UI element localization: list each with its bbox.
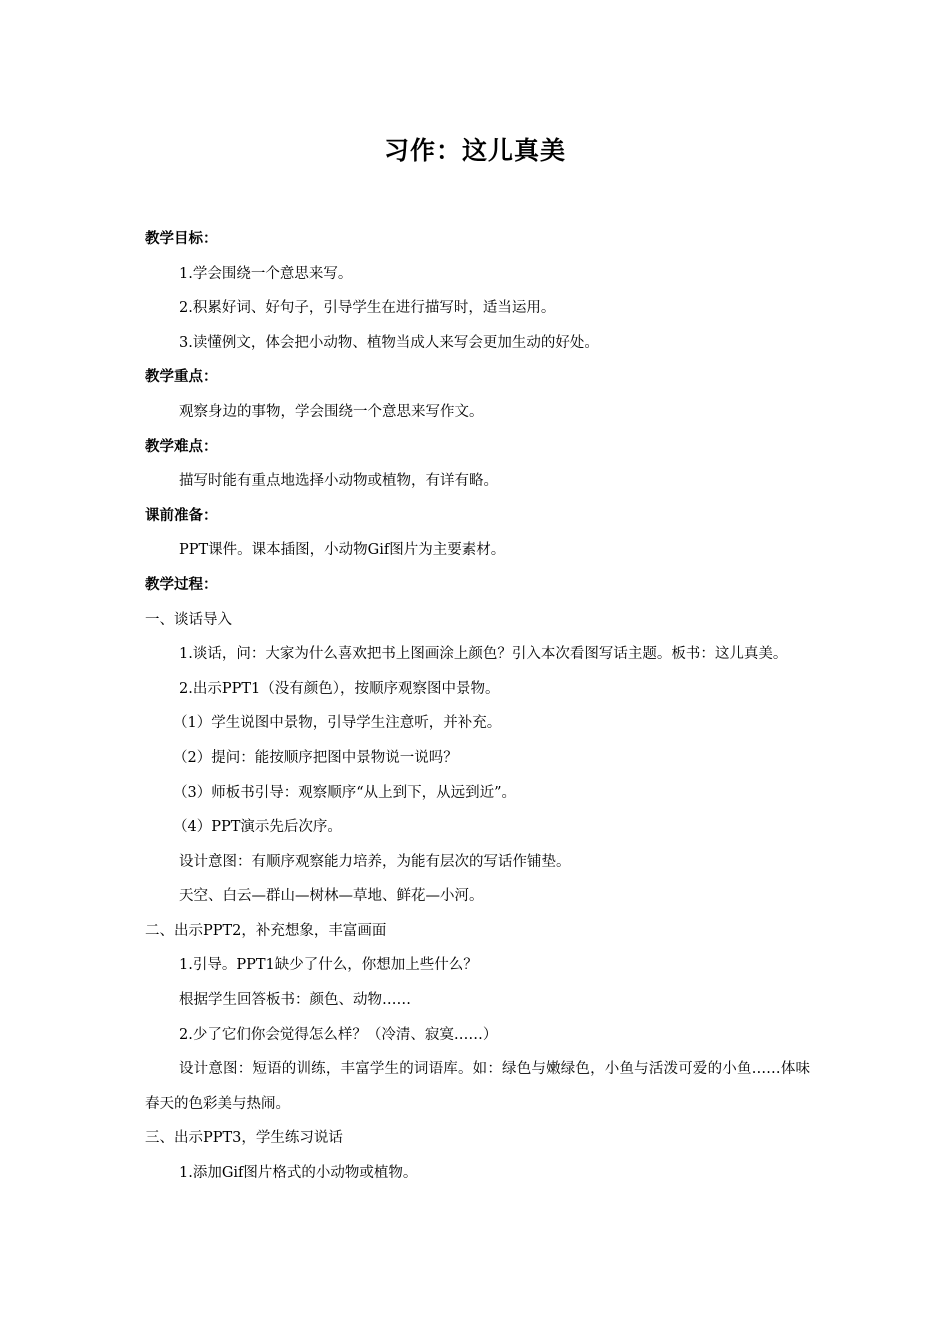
difficulty-heading: 教学难点：	[145, 438, 218, 455]
part2-paragraph: 根据学生回答板书：颜色、动物……	[179, 992, 411, 1009]
part2-paragraph: 1.引导。PPT1缺少了什么，你想加上些什么？	[179, 957, 478, 974]
key-text: 观察身边的事物，学会围绕一个意思来写作文。	[179, 403, 484, 420]
part1-heading: 一、谈话导入	[145, 611, 232, 628]
part1-step: （3）师板书引导：观察顺序“从上到下，从远到近”。	[173, 784, 517, 801]
process-heading: 教学过程：	[145, 576, 218, 593]
part2-paragraph: 2.少了它们你会觉得怎么样？（冷清、寂寞……）	[179, 1026, 498, 1043]
document-body	[145, 222, 810, 1191]
goal-item: 2.积累好词、好句子，引导学生在进行描写时，适当运用。	[179, 300, 556, 317]
goal-item: 3.读懂例文，体会把小动物、植物当成人来写会更加生动的好处。	[179, 334, 599, 351]
part1-sequence: 天空、白云—群山—树林—草地、鲜花—小河。	[179, 888, 484, 905]
part1-step: （4）PPT演示先后次序。	[173, 819, 342, 836]
key-heading: 教学重点：	[145, 369, 218, 386]
prep-text: PPT课件。课本插图，小动物Gif图片为主要素材。	[179, 542, 506, 559]
part3-heading: 三、出示PPT3，学生练习说话	[145, 1130, 343, 1147]
part1-paragraph: 2.出示PPT1（没有颜色），按顺序观察图中景物。	[179, 680, 500, 697]
part1-step: （1）学生说图中景物，引导学生注意听，并补充。	[173, 715, 502, 732]
document-title: 习作：这儿真美	[383, 136, 566, 165]
goal-item: 1.学会围绕一个意思来写。	[179, 265, 353, 282]
part1-intent: 设计意图：有顺序观察能力培养，为能有层次的写话作铺垫。	[179, 853, 571, 870]
part2-intent: 设计意图：短语的训练，丰富学生的词语库。如：绿色与嫩绿色，小鱼与活泼可爱的小鱼……体味春天的色彩美与热闹。	[145, 1061, 810, 1112]
part1-step: （2）提问：能按顺序把图中景物说一说吗？	[173, 749, 458, 766]
prep-heading: 课前准备：	[145, 507, 218, 524]
part2-heading: 二、出示PPT2，补充想象，丰富画面	[145, 922, 387, 939]
part3-paragraph: 1.添加Gif图片格式的小动物或植物。	[179, 1165, 418, 1182]
goals-heading: 教学目标：	[145, 231, 218, 247]
part1-paragraph: 1.谈话，问：大家为什么喜欢把书上图画涂上颜色？引入本次看图写话主题。板书：这儿真美。	[179, 646, 788, 663]
difficulty-text: 描写时能有重点地选择小动物或植物，有详有略。	[179, 473, 498, 490]
